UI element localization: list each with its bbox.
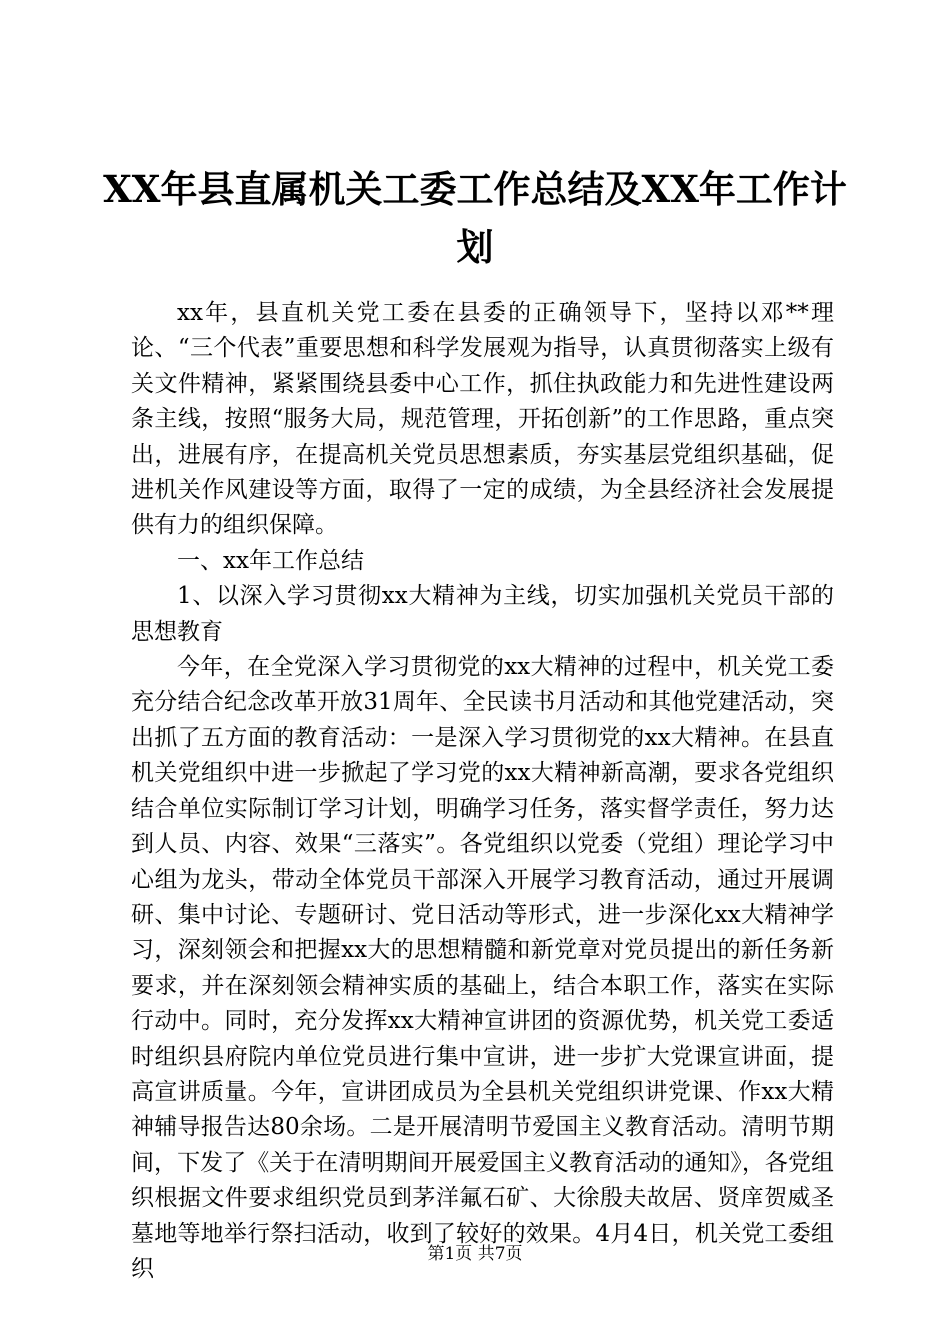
paragraph-intro: xx年，县直机关党工委在县委的正确领导下，坚持以邓**理论、“三个代表”重要思想和科学发展观为指导，认真贯彻落实上级有关文件精神，紧紧围绕县委中心工作，抓住执政能力和先进性建设两条主线，按照“服务大局，规范管理，开拓创新”的工作思路，重点突出，进展有序，在提高机关党员思想素质，夯实基层党组织基础，促进机关作风建设等方面，取得了一定的成绩，为全县经济社会发展提供有力的组织保障。 (131, 300, 834, 539)
document-body (131, 296, 834, 1287)
paragraph-detail: 今年，在全党深入学习贯彻党的xx大精神的过程中，机关党工委充分结合纪念改革开放31周年、全民读书月活动和其他党建活动，突出抓了五方面的教育活动：一是深入学习贯彻党的xx大精神。在县直机关党组织中进一步掀起了学习党的xx大精神新高潮，要求各党组织结合单位实际制订学习计划，明确学习任务，落实督学责任，努力达到人员、内容、效果“三落实”。各党组织以党委（党组）理论学习中心组为龙头，带动全体党员干部深入开展学习教育活动，通过开展调研、集中讨论、专题研讨、党日活动等形式，进一步深化xx大精神学习，深刻领会和把握xx大的思想精髓和新党章对党员提出的新任务新要求，并在深刻领会精神实质的基础上，结合本职工作，落实在实际行动中。同时，充分发挥xx大精神宣讲团的资源优势，机关党工委适时组织县府院内单位党员进行集中宣讲，进一步扩大党课宣讲面，提高宣讲质量。今年，宣讲团成员为全县机关党组织讲党课、作xx大精神辅导报告达80余场。二是开展清明节爱国主义教育活动。清明节期间，下发了《关于在清明期间开展爱国主义教育活动的通知》，各党组织根据文件要求组织党员到茅洋氟石矿、大徐殷夫故居、贤庠贺威圣墓地等地举行祭扫活动，收到了较好的效果。4月4日，机关党工委组织 (131, 654, 834, 1282)
subsection-heading: 1、以深入学习贯彻xx大精神为主线，切实加强机关党员干部的思想教育 (131, 583, 834, 645)
page-footer: 第1页 共7页 (427, 1244, 523, 1264)
section-heading: 一、xx年工作总结 (177, 547, 364, 574)
document-title: XX年县直属机关工委工作总结及XX年工作计划 (103, 167, 847, 269)
